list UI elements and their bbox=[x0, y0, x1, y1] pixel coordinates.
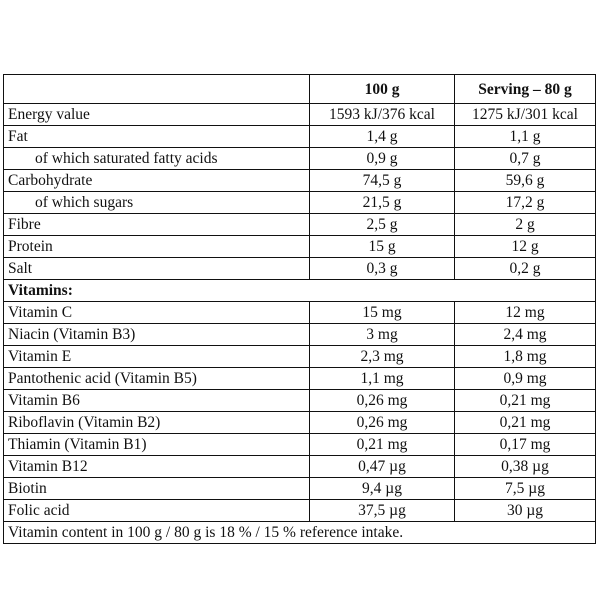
row-label: Folic acid bbox=[4, 500, 310, 522]
row-value-100g: 15 mg bbox=[310, 302, 455, 324]
row-label: Energy value bbox=[4, 104, 310, 126]
row-value-100g: 0,3 g bbox=[310, 258, 455, 280]
row-label: Protein bbox=[4, 236, 310, 258]
row-label: Thiamin (Vitamin B1) bbox=[4, 434, 310, 456]
vitamins-heading: Vitamins: bbox=[4, 280, 596, 302]
row-value-serving: 7,5 µg bbox=[455, 478, 596, 500]
table-row bbox=[4, 192, 596, 214]
row-label: of which sugars bbox=[4, 192, 310, 214]
row-value-serving: 17,2 g bbox=[455, 192, 596, 214]
row-value-100g: 9,4 µg bbox=[310, 478, 455, 500]
row-label: Vitamin B6 bbox=[4, 390, 310, 412]
row-label: Carbohydrate bbox=[4, 170, 310, 192]
row-value-100g: 74,5 g bbox=[310, 170, 455, 192]
row-label: Salt bbox=[4, 258, 310, 280]
nutrition-table bbox=[3, 74, 596, 544]
table-row bbox=[4, 148, 596, 170]
row-value-100g: 2,3 mg bbox=[310, 346, 455, 368]
table-row bbox=[4, 412, 596, 434]
row-value-serving: 0,21 mg bbox=[455, 390, 596, 412]
table-row bbox=[4, 324, 596, 346]
row-label: Vitamin B12 bbox=[4, 456, 310, 478]
row-value-serving: 1,1 g bbox=[455, 126, 596, 148]
table-row bbox=[4, 126, 596, 148]
table-row bbox=[4, 236, 596, 258]
row-value-100g: 0,26 mg bbox=[310, 412, 455, 434]
row-value-serving: 0,7 g bbox=[455, 148, 596, 170]
row-label: Vitamin E bbox=[4, 346, 310, 368]
row-value-serving: 1,8 mg bbox=[455, 346, 596, 368]
table-row bbox=[4, 368, 596, 390]
row-value-serving: 0,17 mg bbox=[455, 434, 596, 456]
row-value-serving: 1275 kJ/301 kcal bbox=[455, 104, 596, 126]
vitamins-section-row bbox=[4, 280, 596, 302]
row-value-100g: 0,21 mg bbox=[310, 434, 455, 456]
header-serving: Serving – 80 g bbox=[455, 75, 596, 104]
row-label: Biotin bbox=[4, 478, 310, 500]
table-row bbox=[4, 258, 596, 280]
row-value-100g: 15 g bbox=[310, 236, 455, 258]
table-row bbox=[4, 500, 596, 522]
header-row bbox=[4, 75, 596, 104]
row-label: Niacin (Vitamin B3) bbox=[4, 324, 310, 346]
table-row bbox=[4, 170, 596, 192]
row-label: Fibre bbox=[4, 214, 310, 236]
row-label: Vitamin C bbox=[4, 302, 310, 324]
row-value-100g: 0,9 g bbox=[310, 148, 455, 170]
row-value-serving: 12 g bbox=[455, 236, 596, 258]
row-value-100g: 21,5 g bbox=[310, 192, 455, 214]
header-empty-cell bbox=[4, 75, 310, 104]
row-value-100g: 1,1 mg bbox=[310, 368, 455, 390]
row-value-100g: 0,26 mg bbox=[310, 390, 455, 412]
row-value-100g: 37,5 µg bbox=[310, 500, 455, 522]
row-value-100g: 3 mg bbox=[310, 324, 455, 346]
row-value-serving: 12 mg bbox=[455, 302, 596, 324]
footnote: Vitamin content in 100 g / 80 g is 18 % / 15 % reference intake. bbox=[4, 522, 596, 544]
table-row bbox=[4, 478, 596, 500]
table-row bbox=[4, 302, 596, 324]
row-value-serving: 0,9 mg bbox=[455, 368, 596, 390]
row-value-serving: 2 g bbox=[455, 214, 596, 236]
row-label: of which saturated fatty acids bbox=[4, 148, 310, 170]
table-row bbox=[4, 456, 596, 478]
row-label: Fat bbox=[4, 126, 310, 148]
row-value-serving: 30 µg bbox=[455, 500, 596, 522]
row-value-serving: 2,4 mg bbox=[455, 324, 596, 346]
footnote-row bbox=[4, 522, 596, 544]
table-row bbox=[4, 214, 596, 236]
row-label: Riboflavin (Vitamin B2) bbox=[4, 412, 310, 434]
row-value-serving: 0,21 mg bbox=[455, 412, 596, 434]
header-100g: 100 g bbox=[310, 75, 455, 104]
row-value-serving: 0,2 g bbox=[455, 258, 596, 280]
row-value-serving: 59,6 g bbox=[455, 170, 596, 192]
row-value-100g: 2,5 g bbox=[310, 214, 455, 236]
row-value-100g: 0,47 µg bbox=[310, 456, 455, 478]
table-row bbox=[4, 346, 596, 368]
row-value-100g: 1,4 g bbox=[310, 126, 455, 148]
row-value-serving: 0,38 µg bbox=[455, 456, 596, 478]
row-value-100g: 1593 kJ/376 kcal bbox=[310, 104, 455, 126]
table-row bbox=[4, 434, 596, 456]
table-row bbox=[4, 390, 596, 412]
row-label: Pantothenic acid (Vitamin B5) bbox=[4, 368, 310, 390]
table-row bbox=[4, 104, 596, 126]
